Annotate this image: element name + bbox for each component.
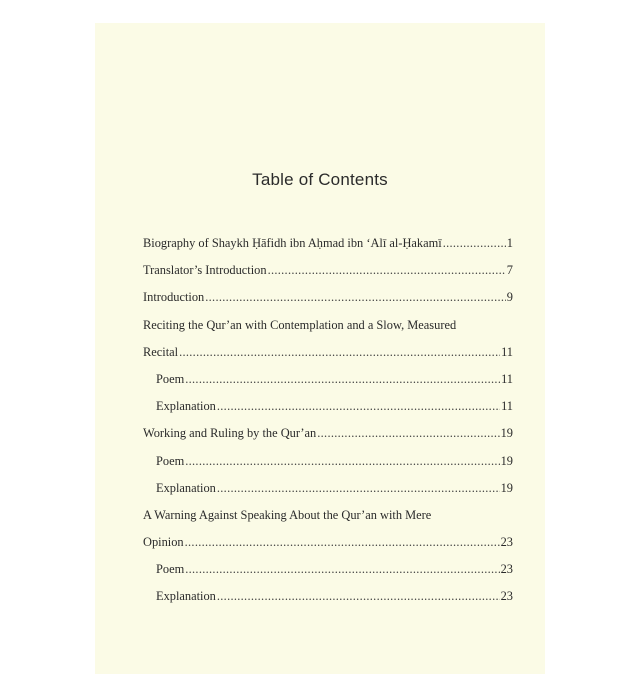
dot-leader bbox=[185, 534, 500, 551]
toc-entry-working-and-ruling bbox=[143, 425, 513, 452]
toc-entry-title: Explanation bbox=[156, 480, 216, 495]
toc-page-number: 7 bbox=[506, 263, 513, 278]
toc-entry-title: Explanation bbox=[156, 399, 216, 414]
toc-subentry-poem bbox=[143, 453, 513, 480]
toc-entry-title-line1: A Warning Against Speaking About the Qur’an with Mere bbox=[143, 507, 432, 522]
toc-entry-title: Poem bbox=[156, 562, 185, 577]
toc-subentry-explanation bbox=[143, 588, 513, 615]
dot-leader bbox=[205, 289, 506, 306]
toc-entry-title-line2: Recital bbox=[143, 344, 179, 359]
toc-entry-title: Poem bbox=[156, 371, 185, 386]
dot-leader bbox=[268, 262, 506, 279]
toc-entry-biography bbox=[143, 235, 513, 262]
toc-subentry-poem bbox=[143, 371, 513, 398]
toc-entry-introduction bbox=[143, 289, 513, 316]
toc-subentry-poem bbox=[143, 561, 513, 588]
book-page bbox=[95, 23, 545, 674]
page-title: Table of Contents bbox=[252, 170, 388, 189]
toc-page-number: 11 bbox=[501, 344, 513, 359]
toc-entry-title-line1: Reciting the Qur’an with Contemplation and a Slow, Measured bbox=[143, 317, 457, 332]
dot-leader bbox=[217, 398, 500, 415]
toc-entry-title: Biography of Shaykh Ḥāfidh ibn Aḥmad ibn ‘Alī al-Ḥakamī bbox=[143, 236, 442, 250]
dot-leader bbox=[217, 480, 500, 497]
toc-subentry-explanation bbox=[143, 398, 513, 425]
dot-leader bbox=[443, 235, 506, 252]
dot-leader bbox=[217, 588, 500, 605]
dot-leader bbox=[317, 425, 499, 442]
toc-entry-title: Introduction bbox=[143, 290, 205, 305]
toc-entry-title: Poem bbox=[156, 453, 185, 468]
toc-entry-title: Working and Ruling by the Qur’an bbox=[143, 426, 317, 441]
toc-page-number: 19 bbox=[500, 453, 513, 468]
toc-entry-title: Explanation bbox=[156, 589, 216, 604]
toc-page-number: 23 bbox=[500, 562, 513, 577]
toc-page-number: 1 bbox=[506, 236, 513, 250]
toc-entry-translators-introduction bbox=[143, 262, 513, 289]
toc-page-number: 11 bbox=[501, 371, 513, 386]
toc-page-number: 19 bbox=[500, 426, 513, 441]
toc-entry-reciting-the-quran bbox=[143, 317, 513, 371]
toc-page-number: 23 bbox=[500, 535, 513, 550]
toc-entry-title-line2: Opinion bbox=[143, 535, 184, 550]
dot-leader bbox=[185, 371, 500, 388]
dot-leader bbox=[185, 561, 499, 578]
toc-page-number: 11 bbox=[501, 399, 513, 414]
toc-page-number: 9 bbox=[506, 290, 513, 305]
toc-list bbox=[143, 235, 513, 616]
toc-page-number: 19 bbox=[500, 480, 513, 495]
toc-entry-title: Translator’s Introduction bbox=[143, 263, 267, 278]
dot-leader bbox=[179, 344, 500, 361]
toc-subentry-explanation bbox=[143, 480, 513, 507]
toc-entry-warning-against-speaking bbox=[143, 507, 513, 561]
toc-page-number: 23 bbox=[500, 589, 513, 604]
dot-leader bbox=[185, 453, 499, 470]
